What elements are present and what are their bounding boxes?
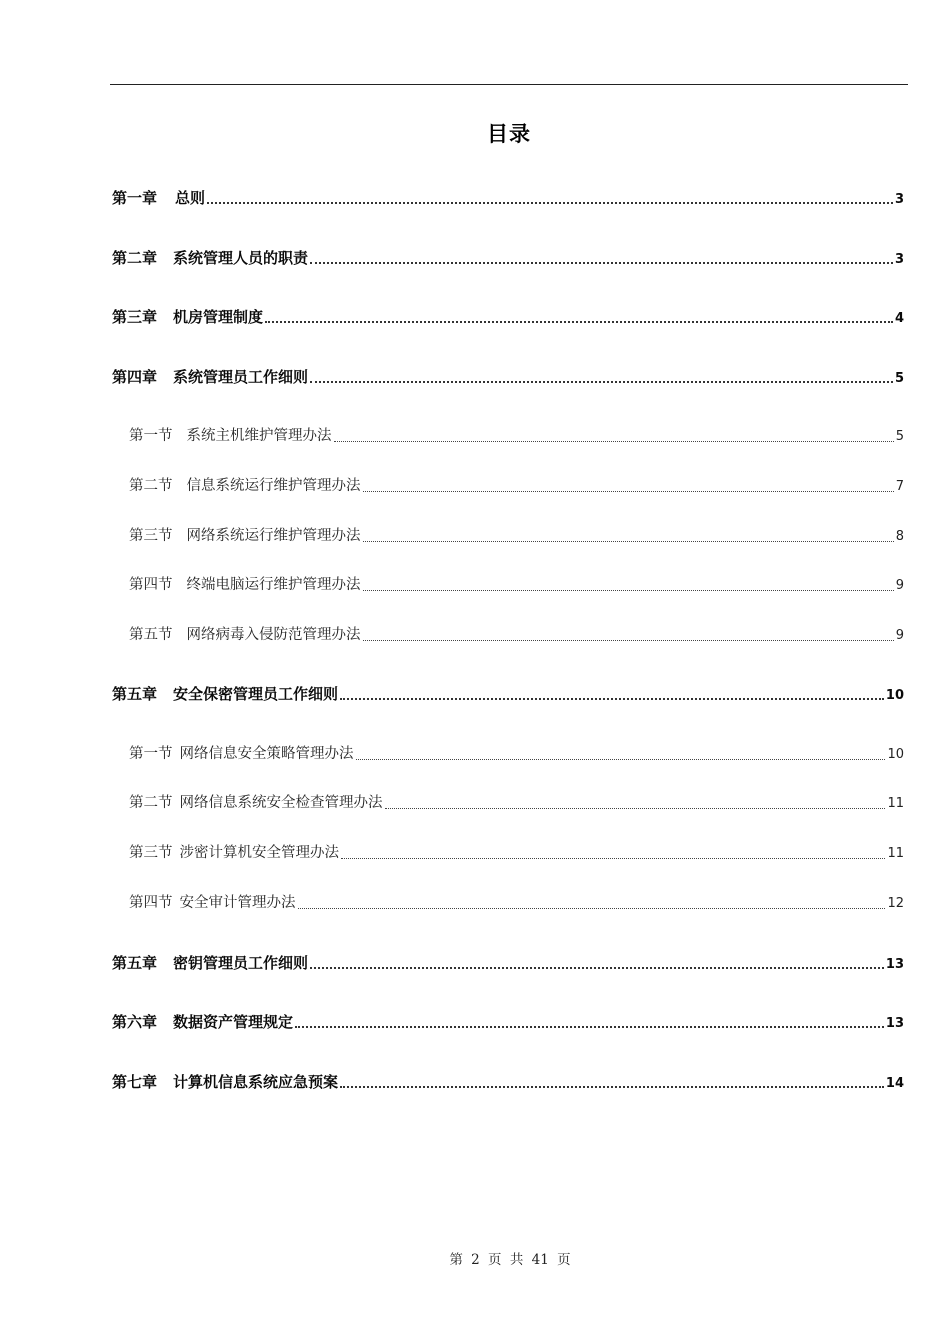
- toc-entry[interactable]: [112, 952, 904, 974]
- toc-entry-number: 第二章: [112, 249, 158, 267]
- toc-dot-leader: [363, 541, 894, 542]
- toc-entry-page: 8: [895, 529, 904, 544]
- toc-title: 目录: [487, 122, 531, 146]
- toc-entry-text: 系统管理人员的职责: [173, 249, 309, 267]
- toc-entry-text: 机房管理制度: [173, 308, 264, 326]
- toc-entry-number: 第一节: [129, 746, 173, 762]
- toc-entry-text: 网络病毒入侵防范管理办法: [186, 627, 361, 643]
- toc-dot-leader: [334, 441, 894, 442]
- toc-entry-text: 系统管理员工作细则: [173, 368, 309, 386]
- toc-dot-leader: [207, 202, 893, 204]
- toc-dot-leader: [310, 967, 884, 969]
- toc-dot-leader: [363, 590, 894, 591]
- toc-dot-leader: [310, 262, 893, 264]
- toc-entry-number: 第四章: [112, 368, 158, 386]
- toc-entry[interactable]: [129, 574, 904, 596]
- toc-entry[interactable]: [112, 247, 904, 269]
- toc-entry-number: 第五节: [129, 627, 173, 643]
- toc-dot-leader: [340, 698, 884, 700]
- toc-entry-page: 9: [895, 578, 904, 593]
- page-footer: 第 2 页 共 41 页: [449, 1252, 571, 1268]
- toc-entry[interactable]: [129, 842, 904, 864]
- toc-entry-text: 计算机信息系统应急预案: [173, 1073, 339, 1091]
- toc-entry-page: 3: [894, 192, 904, 207]
- toc-entry-page: 11: [887, 846, 904, 861]
- toc-entry-page: 9: [895, 628, 904, 643]
- toc-entry[interactable]: [129, 475, 904, 497]
- toc-entry[interactable]: [112, 306, 904, 328]
- toc-entry[interactable]: [129, 892, 904, 914]
- toc-entry-text: 数据资产管理规定: [173, 1013, 294, 1031]
- toc-dot-leader: [310, 381, 893, 383]
- toc-entry-text: 网络系统运行维护管理办法: [186, 528, 361, 544]
- toc-entry-page: 4: [894, 311, 904, 326]
- toc-dot-leader: [340, 1086, 884, 1088]
- toc-dot-leader: [363, 640, 894, 641]
- toc-entry-text: 密钥管理员工作细则: [173, 954, 309, 972]
- toc-entry-number: 第五章: [112, 954, 158, 972]
- toc-entry[interactable]: [112, 683, 904, 705]
- toc-entry-number: 第六章: [112, 1013, 158, 1031]
- toc-entry-page: 14: [885, 1076, 904, 1091]
- toc-entry[interactable]: [129, 743, 904, 765]
- toc-entry-number: 第一章: [112, 189, 158, 207]
- toc-entry-number: 第三节: [129, 845, 173, 861]
- toc-entry-number: 第五章: [112, 685, 158, 703]
- toc-entry-number: 第二节: [129, 478, 173, 494]
- toc-entry-number: 第四节: [129, 895, 173, 911]
- toc-entry-text: 信息系统运行维护管理办法: [186, 478, 361, 494]
- toc-entry[interactable]: [112, 1011, 904, 1033]
- toc-entry-text: 安全保密管理员工作细则: [173, 685, 339, 703]
- toc-entry-page: 13: [885, 957, 904, 972]
- toc-entry[interactable]: [112, 1071, 904, 1093]
- toc-entry-page: 5: [895, 429, 904, 444]
- toc-entry-page: 13: [885, 1016, 904, 1031]
- toc-entry-page: 3: [894, 252, 904, 267]
- toc-entry-page: 10: [887, 747, 904, 762]
- toc-entry-number: 第三节: [129, 528, 173, 544]
- toc-dot-leader: [363, 491, 894, 492]
- toc-entry-number: 第二节: [129, 795, 173, 811]
- toc-entry[interactable]: [129, 425, 904, 447]
- toc-entry-number: 第四节: [129, 577, 173, 593]
- toc-entry-number: 第七章: [112, 1073, 158, 1091]
- toc-entry-text: 终端电脑运行维护管理办法: [186, 577, 361, 593]
- toc-dot-leader: [356, 759, 886, 760]
- toc-entry-text: 网络信息安全策略管理办法: [179, 746, 354, 762]
- toc-entry-page: 10: [885, 688, 904, 703]
- toc-dot-leader: [298, 908, 886, 909]
- toc-entry-number: 第一节: [129, 428, 173, 444]
- toc-dot-leader: [265, 321, 893, 323]
- toc-entry-page: 5: [894, 371, 904, 386]
- toc-entry[interactable]: [129, 792, 904, 814]
- toc-entry-page: 7: [895, 479, 904, 494]
- toc-entry-text: 网络信息系统安全检查管理办法: [179, 795, 383, 811]
- toc-entry[interactable]: [112, 187, 904, 209]
- toc-entry-text: 安全审计管理办法: [179, 895, 296, 911]
- toc-dot-leader: [341, 858, 885, 859]
- toc-entry[interactable]: [129, 624, 904, 646]
- toc-entry-page: 11: [887, 796, 904, 811]
- toc-dot-leader: [295, 1026, 884, 1028]
- toc-dot-leader: [385, 808, 886, 809]
- toc-entry-number: 第三章: [112, 308, 158, 326]
- toc-entry-text: 涉密计算机安全管理办法: [179, 845, 339, 861]
- toc-entry[interactable]: [112, 366, 904, 388]
- toc-entry[interactable]: [129, 525, 904, 547]
- toc-entry-text: 系统主机维护管理办法: [186, 428, 332, 444]
- toc-entry-page: 12: [887, 896, 904, 911]
- toc-entry-text: 总则: [175, 189, 206, 207]
